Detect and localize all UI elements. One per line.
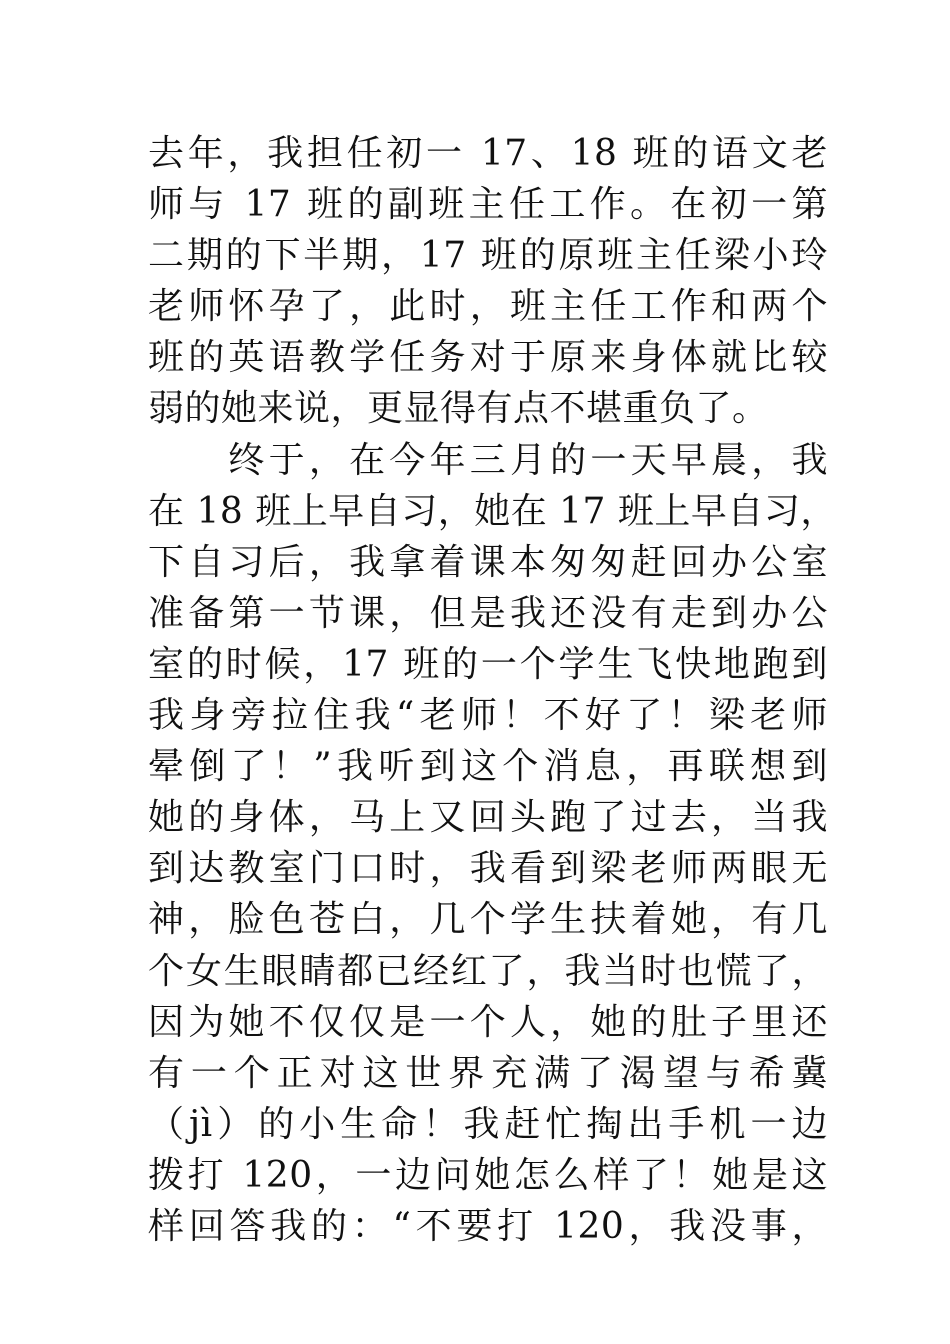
text-line: 神，脸色苍白，几个学生扶着她，有几 — [148, 899, 828, 941]
text-line: 拨打 120，一边问她怎么样了！她是这 — [148, 1154, 828, 1196]
text-line: （jì）的小生命！我赶忙掏出手机一边 — [148, 1103, 828, 1145]
body-text — [148, 128, 837, 1252]
text-line: 下自习后，我拿着课本匆匆赶回办公室 — [148, 541, 828, 583]
text-line: 我身旁拉住我“老师！不好了！梁老师 — [148, 695, 828, 737]
text-line-paragraph-end: 弱的她来说，更显得有点不堪重负了。 — [148, 388, 769, 430]
text-line-paragraph-start: 终于，在今年三月的一天早晨，我 — [148, 439, 828, 481]
text-line: 去年，我担任初一 17、18 班的语文老 — [148, 133, 828, 174]
text-line: 晕倒了！”我听到这个消息，再联想到 — [148, 746, 828, 788]
text-line: 样回答我的：“不要打 120，我没事， — [148, 1205, 828, 1247]
text-line: 在 18 班上早自习，她在 17 班上早自习， — [148, 490, 837, 532]
text-line: 个女生眼睛都已经红了，我当时也慌了， — [148, 950, 828, 992]
text-line: 室的时候，17 班的一个学生飞快地跑到 — [148, 643, 828, 685]
text-line: 老师怀孕了，此时，班主任工作和两个 — [148, 286, 828, 328]
text-line: 班的英语教学任务对于原来身体就比较 — [148, 337, 828, 379]
text-line: 二期的下半期，17 班的原班主任梁小玲 — [148, 235, 828, 277]
text-line: 准备第一节课，但是我还没有走到办公 — [148, 592, 828, 634]
text-line: 因为她不仅仅是一个人，她的肚子里还 — [148, 1001, 828, 1043]
text-line: 她的身体，马上又回头跑了过去，当我 — [148, 797, 828, 839]
text-line: 到达教室门口时，我看到梁老师两眼无 — [148, 848, 828, 890]
text-line: 师与 17 班的副班主任工作。在初一第 — [148, 184, 828, 226]
text-line: 有一个正对这世界充满了渴望与希冀 — [148, 1052, 828, 1094]
